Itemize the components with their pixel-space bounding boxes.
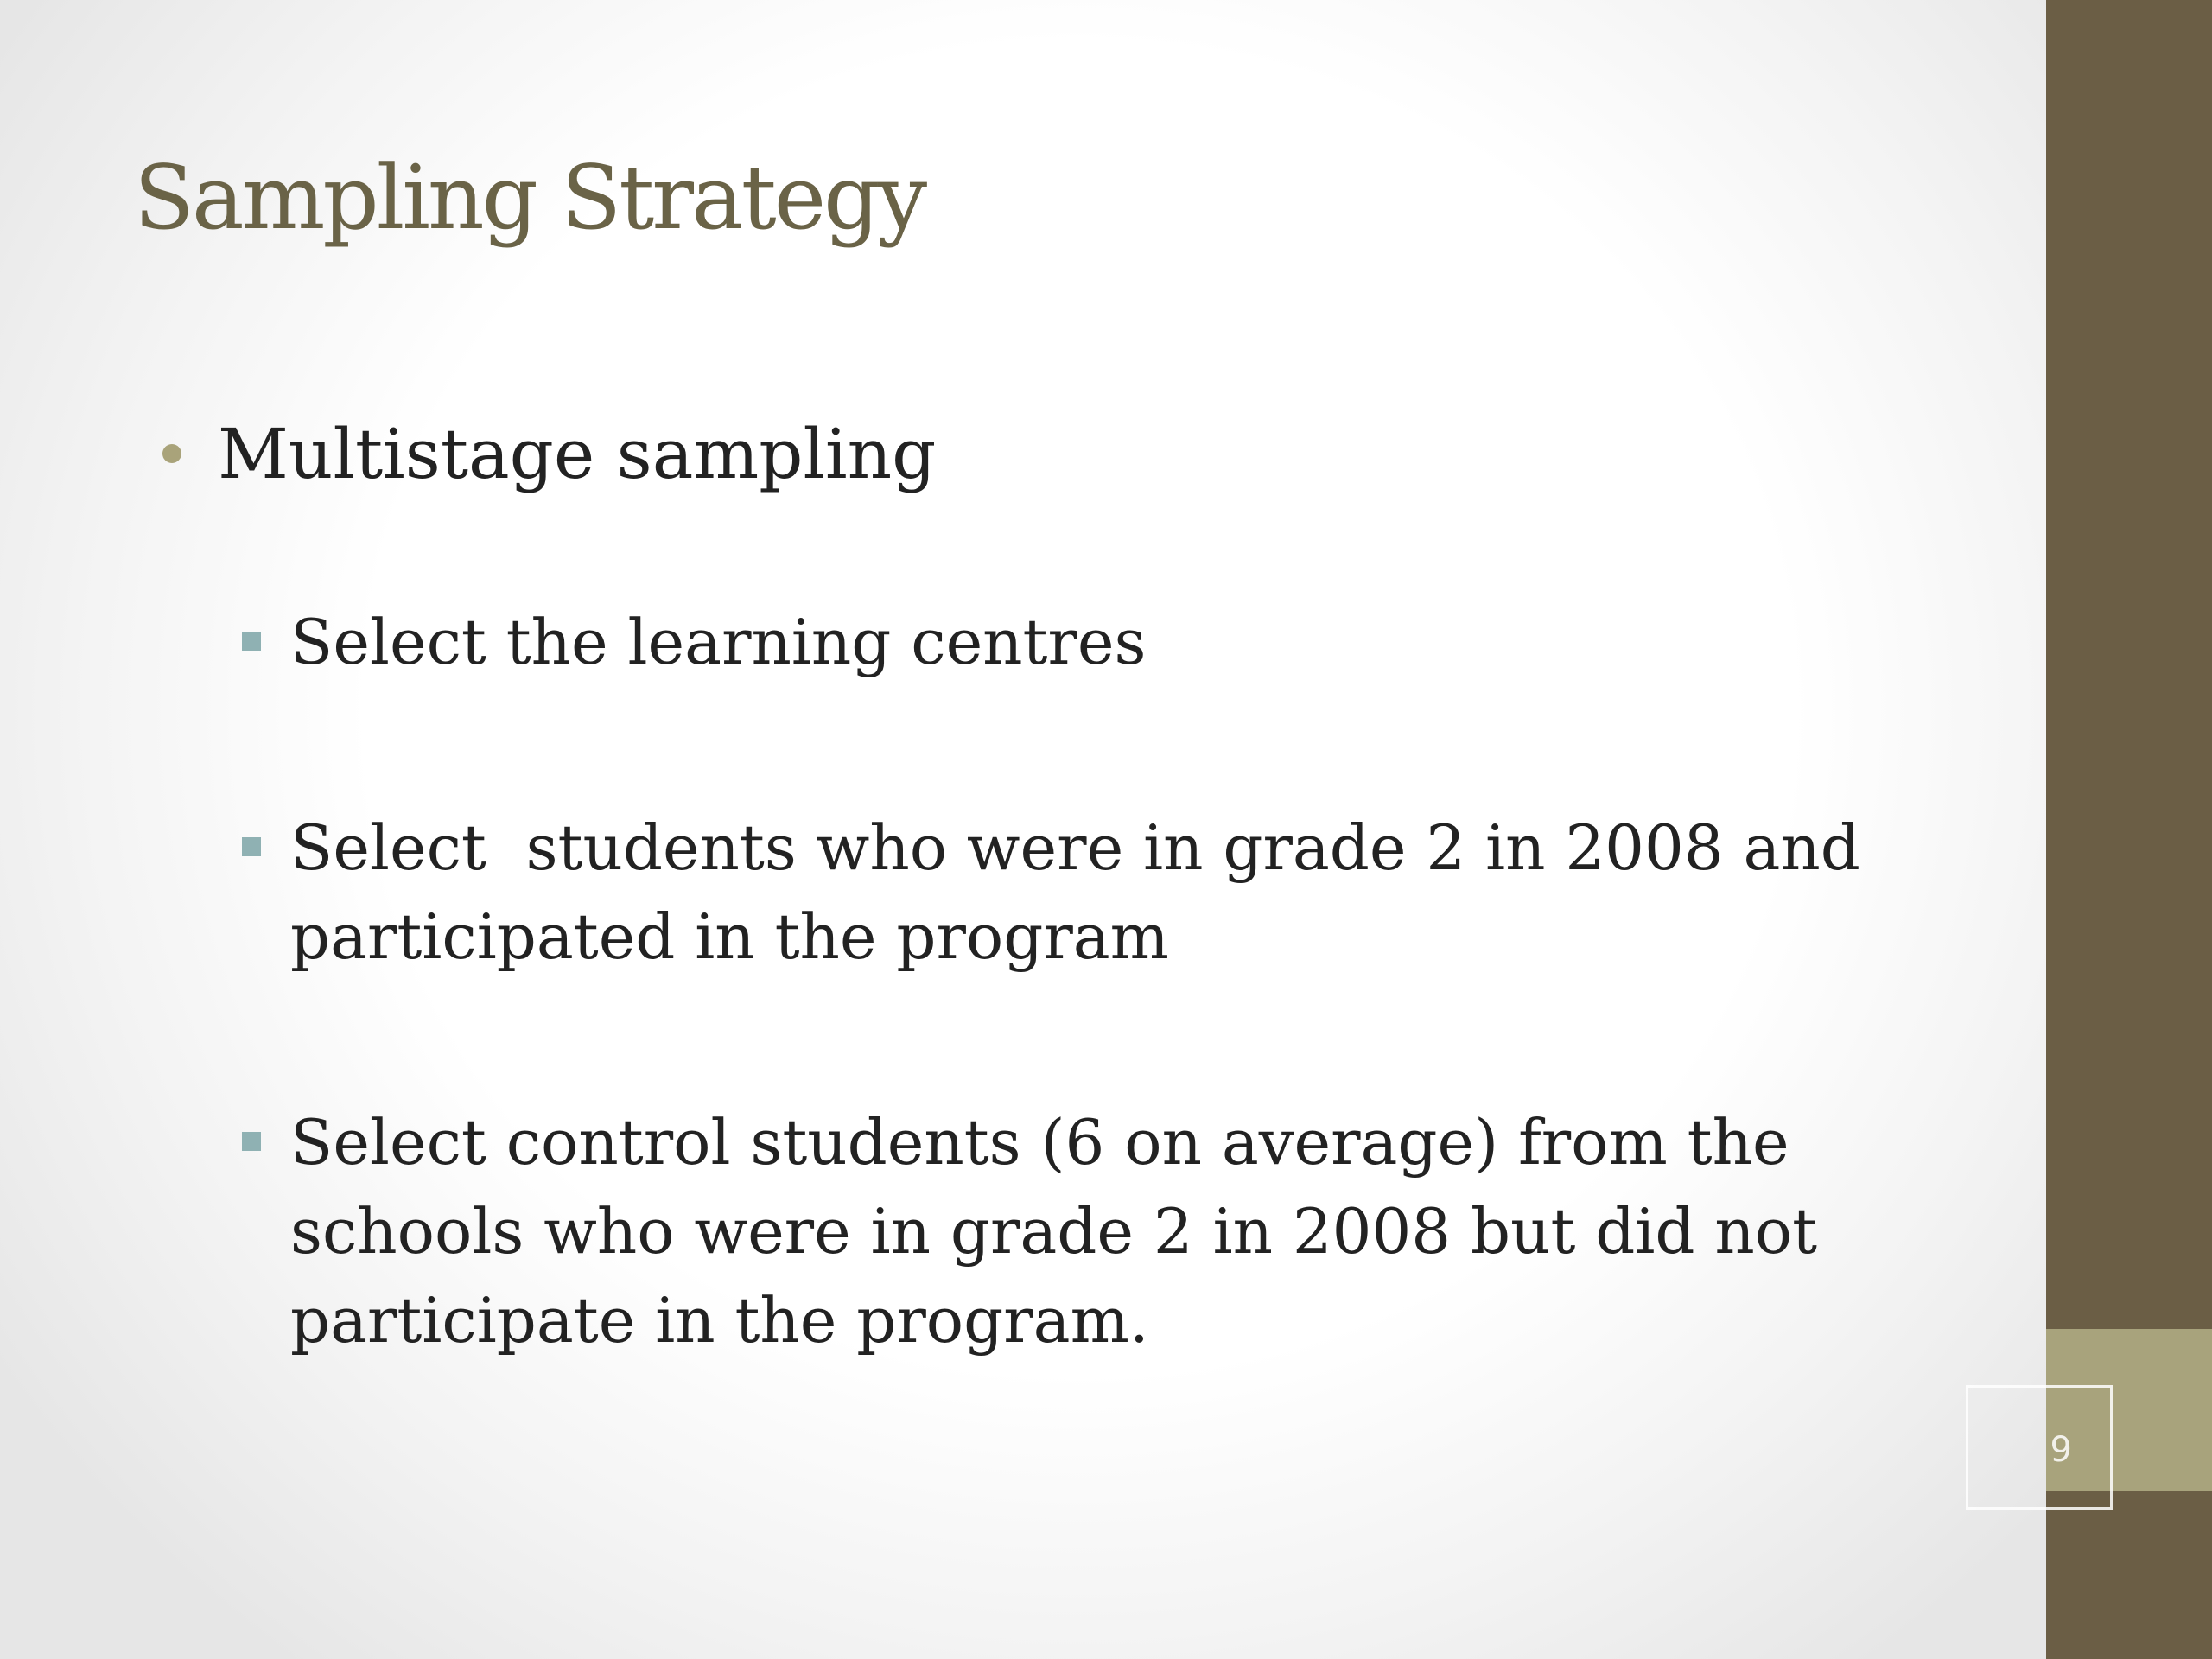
slide-title: Sampling Strategy: [134, 147, 925, 250]
square-bullet-icon: [242, 1132, 261, 1151]
sub-bullet-program-students: [242, 804, 1880, 982]
bullet-dot-icon: [162, 444, 181, 463]
bullet-multistage-sampling: [156, 406, 1927, 503]
sub-bullet-text: Select the learning centres: [290, 606, 1147, 678]
sub-bullet-list: [156, 598, 1927, 1365]
slide-content: [156, 406, 1927, 1482]
square-bullet-icon: [242, 632, 261, 651]
sub-bullet-text: Select students who were in grade 2 in 2008 and participated in the program: [290, 811, 1880, 973]
slide-number-text: 9: [2050, 1430, 2072, 1470]
slide-number: [1966, 1385, 2113, 1510]
square-bullet-icon: [242, 837, 261, 856]
sub-bullet-learning-centres: [242, 598, 1880, 687]
sub-bullet-text: Select control students (6 on average) from the schools who were in grade 2 in 2008 but did not participate in the program.: [290, 1106, 1818, 1357]
sub-bullet-control-students: [242, 1098, 1880, 1365]
bullet-text: Multistage sampling: [218, 414, 937, 494]
